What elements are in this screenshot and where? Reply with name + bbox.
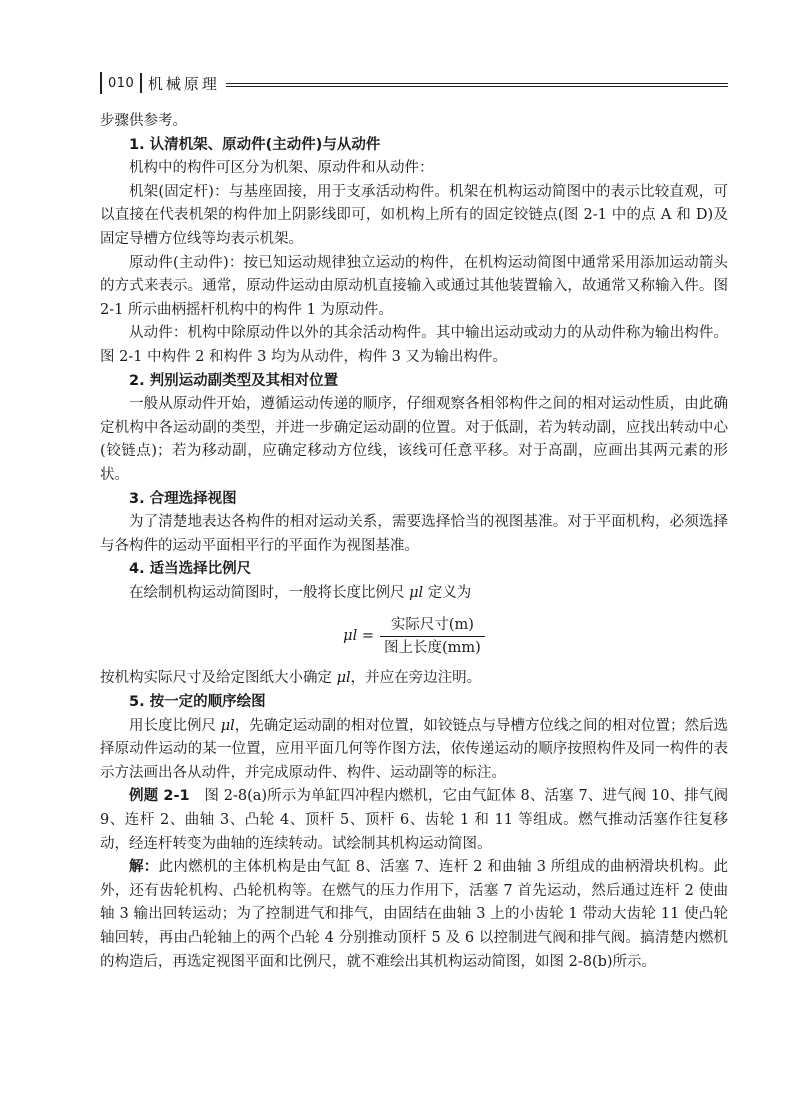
scale-symbol: μl	[409, 584, 424, 601]
section-1-para-4: 从动件：机构中除原动件以外的其余活动构件。其中输出运动或动力的从动件称为输出构件。图 2-1 中构件 2 和构件 3 均为从动件，构件 3 又为输出构件。	[100, 325, 728, 365]
section-1-para-3: 原动件(主动件)：按已知运动规律独立运动的构件，在机构运动简图中通常采用添加运动箭头的方式来表示。通常，原动件运动由原动机直接输入或通过其他装置输入，故通常又称输入件。图 2-1 所示曲柄摇杆机构中的构件 1 为原动件。	[100, 254, 728, 318]
solution-text: 此内燃机的主体机构是由气缸 8、活塞 7、连杆 2 和曲轴 3 所组成的曲柄滑块机构。此外，还有齿轮机构、凸轮机构等。在燃气的压力作用下，活塞 7 首先运动，然后通过连杆 2 使曲轴 3 输出回转运动；为了控制进气和排气，由固结在曲轴 3 上的小齿轮 1 带动大齿轮 11 使凸轮轴回转，再由凸轮轴上的两个凸轮 4 分别推动顶杆 5 及 6 以控制进气阀和排气阀。搞清楚内燃机的构造后，再选定视图平面和比例尺，就不难绘出其机构运动简图，如图 2-8(b)所示。	[100, 859, 729, 970]
header-left-bar	[100, 72, 102, 94]
section-4-para-2-b: ，并应在旁边注明。	[350, 670, 482, 687]
solution-paragraph	[100, 856, 728, 974]
section-5-para-1-b: ，先确定运动副的相对位置，如铰链点与导槽方位线之间的相对位置；然后选择原动件运动的某一位置，应用平面几何等作图方法，依传递运动的顺序按照构件及同一构件的表示方法画出各从动件，并完成原动件、构件、运动副等的标注。	[100, 717, 729, 781]
intro-text: 步骤供参考。	[100, 113, 187, 129]
section-1-para-1: 机构中的构件可区分为机架、原动件和从动件：	[129, 160, 434, 177]
section-5-para-1	[100, 715, 728, 786]
example-label: 例题 2-1	[129, 788, 190, 805]
page-body	[100, 110, 728, 974]
scale-symbol: μl	[220, 717, 235, 734]
scale-symbol: μl	[336, 670, 351, 687]
formula-fraction	[380, 615, 485, 658]
section-4-heading: 4. 适当选择比例尺	[129, 561, 252, 578]
section-4-para-2-a: 按机构实际尺寸及给定图纸大小确定	[100, 670, 332, 687]
section-5-heading: 5. 按一定的顺序绘图	[129, 694, 266, 711]
solution-label: 解：	[129, 859, 159, 876]
example-text: 图 2-8(a)所示为单缸四冲程内燃机，它由气缸体 8、活塞 7、进气阀 10、排气阀 9、连杆 2、曲轴 3、凸轮 4、顶杆 5、顶杆 6、齿轮 1 和 11 等组成。燃气推动活塞作往复移动，经连杆转变为曲轴的连续转动。试绘制其机构运动简图。	[100, 788, 728, 852]
section-4-para-1	[100, 582, 728, 606]
section-5-para-1-a: 用长度比例尺	[129, 717, 217, 734]
section-4-para-1-b: 定义为	[427, 584, 472, 601]
scale-formula	[100, 607, 728, 665]
section-3-heading: 3. 合理选择视图	[129, 490, 237, 507]
formula-denominator: 图上长度(mm)	[384, 639, 481, 656]
section-4-para-2	[100, 667, 728, 691]
section-2-para-1: 一般从原动件开始，遵循运动传递的顺序，仔细观察各相邻构件之间的相对运动性质，由此确定机构中各运动副的类型，并进一步确定运动副的位置。对于低副，若为转动副，应找出转动中心(铰链点)；若为移动副，应确定移动方位线，该线可任意平移。对于高副，应画出其两元素的形状。	[100, 396, 728, 483]
example-paragraph	[100, 785, 728, 856]
book-title: 机械原理	[147, 74, 220, 93]
section-1-heading: 1. 认清机架、原动件(主动件)与从动件	[129, 136, 381, 153]
section-3-para-1: 为了清楚地表达各构件的相对运动关系，需要选择恰当的视图基准。对于平面机构，必须选择与各构件的运动平面相平行的平面作为视图基准。	[100, 514, 728, 554]
header-rule	[226, 83, 728, 87]
header-separator	[140, 73, 142, 93]
section-1-para-2: 机架(固定杆)：与基座固接，用于支承活动构件。机架在机构运动简图中的表示比较直观，可以直接在代表机架的构件加上阴影线即可，如机构上所有的固定铰链点(图 2-1 中的点 A 和 D)及固定导槽方位线等均表示机架。	[100, 183, 728, 247]
section-4-para-1-a: 在绘制机构运动简图时，一般将长度比例尺	[129, 584, 405, 601]
page-header	[100, 70, 728, 96]
formula-lhs: μl =	[343, 627, 374, 644]
section-2-heading: 2. 判别运动副类型及其相对位置	[129, 372, 339, 389]
page-number: 010	[108, 75, 135, 91]
formula-numerator: 实际尺寸(m)	[390, 616, 474, 633]
